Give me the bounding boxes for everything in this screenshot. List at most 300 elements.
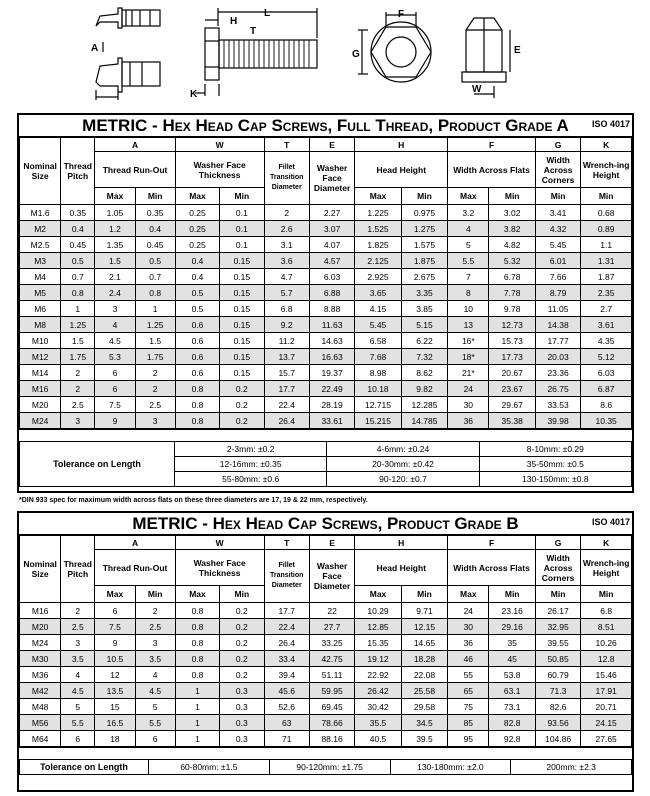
table-cell: 18 (95, 731, 135, 747)
table-cell: 0.8 (61, 285, 95, 301)
table-cell: 23.67 (489, 381, 535, 397)
table-cell: 26.4 (264, 635, 309, 651)
grade-b-table (19, 535, 632, 747)
table-cell: M42 (20, 683, 61, 699)
table-cell: 6.03 (581, 365, 632, 381)
table-cell: 15.7 (264, 365, 309, 381)
table-cell: 19.12 (355, 651, 401, 667)
table-cell: 0.15 (220, 317, 264, 333)
tolerance-cell: 2-3mm: ±0.2 (175, 442, 327, 457)
tolerance-cell: 12-16mm: ±0.35 (175, 457, 327, 472)
grade-b-title-bar (19, 513, 632, 535)
table-cell: 0.4 (61, 221, 95, 237)
table-cell: M48 (20, 699, 61, 715)
dim-w-label: W (472, 84, 482, 95)
table-cell: 17.77 (535, 333, 580, 349)
table-cell: 30 (448, 397, 489, 413)
max-label: Max (175, 586, 219, 603)
table-cell: 8.98 (355, 365, 401, 381)
table-cell: 63 (264, 715, 309, 731)
tolerance-cell: 8-10mm: ±0.29 (479, 442, 631, 457)
table-cell: 16.63 (309, 349, 354, 365)
table-cell: 3 (95, 301, 135, 317)
table-cell: 65 (448, 683, 489, 699)
table-cell: M4 (20, 269, 61, 285)
table-cell: 13.7 (264, 349, 309, 365)
table-cell: 26.75 (535, 381, 580, 397)
table-cell: 7.32 (401, 349, 447, 365)
table-cell: M3 (20, 253, 61, 269)
table-cell: 12.15 (401, 619, 447, 635)
table-cell: 4.07 (309, 237, 354, 253)
header-g-name: Width Across Corners (535, 550, 580, 586)
table-row (20, 619, 632, 635)
table-cell: 1.5 (135, 333, 175, 349)
table-cell: 8 (448, 285, 489, 301)
table-cell: 10 (448, 301, 489, 317)
table-cell: 0.5 (175, 285, 219, 301)
table-cell: 92.8 (489, 731, 535, 747)
table-cell: 29.16 (489, 619, 535, 635)
table-cell: 10.26 (581, 635, 632, 651)
min-label: Min (535, 586, 580, 603)
grade-b-title: METRIC - Hex Head Cap Screws, Product Grade B (132, 514, 519, 533)
table-cell: 5 (135, 699, 175, 715)
table-cell: 6.8 (264, 301, 309, 317)
header-t-name: Fillet Transition Diameter (264, 550, 309, 603)
table-cell: 35 (489, 635, 535, 651)
table-cell: 53.8 (489, 667, 535, 683)
table-cell: M24 (20, 413, 61, 429)
table-cell: 7.68 (355, 349, 401, 365)
table-cell: 16.5 (95, 715, 135, 731)
table-cell: 12.715 (355, 397, 401, 413)
table-cell: 20.71 (581, 699, 632, 715)
table-cell: 0.8 (175, 603, 219, 619)
header-thread-pitch: Thread Pitch (61, 138, 95, 205)
table-cell: 45.6 (264, 683, 309, 699)
min-label: Min (489, 188, 535, 205)
table-cell: 35.5 (355, 715, 401, 731)
table-cell: 0.3 (220, 699, 264, 715)
header-h-letter: H (355, 138, 448, 152)
table-cell: 5.15 (401, 317, 447, 333)
table-cell: 3 (61, 635, 95, 651)
dim-h-label: H (230, 16, 238, 27)
grade-a-section (17, 113, 634, 493)
table-cell: 0.8 (175, 413, 219, 429)
table-cell: 7.66 (535, 269, 580, 285)
table-cell: 9 (95, 635, 135, 651)
header-w-name: Washer Face Thickness (175, 152, 264, 188)
header-t-name: Fillet Transition Diameter (264, 152, 309, 205)
grade-b-gap (19, 747, 632, 759)
table-cell: 18* (448, 349, 489, 365)
table-cell: 95 (448, 731, 489, 747)
header-g-letter: G (535, 138, 580, 152)
table-row (20, 699, 632, 715)
table-cell: 5.7 (264, 285, 309, 301)
table-cell: 71.3 (535, 683, 580, 699)
header-w-letter: W (175, 536, 264, 550)
table-cell: 18.28 (401, 651, 447, 667)
table-cell: 0.4 (135, 221, 175, 237)
table-cell: 1.31 (581, 253, 632, 269)
table-cell: 20.03 (535, 349, 580, 365)
table-cell: 12.73 (489, 317, 535, 333)
table-cell: 4 (95, 317, 135, 333)
tolerance-label: Tolerance on Length (20, 442, 175, 487)
table-cell: 4 (448, 221, 489, 237)
table-cell: 4.7 (264, 269, 309, 285)
table-cell: 14.63 (309, 333, 354, 349)
table-cell: 10.35 (581, 413, 632, 429)
table-cell: 1.75 (61, 349, 95, 365)
table-row (20, 285, 632, 301)
table-cell: 1.275 (401, 221, 447, 237)
header-thread-pitch: Thread Pitch (61, 536, 95, 603)
table-cell: 0.2 (220, 667, 264, 683)
table-cell: 0.6 (175, 333, 219, 349)
table-row (20, 349, 632, 365)
table-cell: M20 (20, 397, 61, 413)
grade-b-iso: ISO 4017 (591, 517, 630, 527)
table-cell: 12.85 (355, 619, 401, 635)
table-cell: 5.5 (135, 715, 175, 731)
table-cell: 4.82 (489, 237, 535, 253)
header-e-letter: E (309, 138, 354, 152)
header-k-letter: K (581, 138, 632, 152)
table-cell: 11.05 (535, 301, 580, 317)
table-cell: 11.2 (264, 333, 309, 349)
header-k-name: Wrench-ing Height (581, 152, 632, 188)
table-cell: M12 (20, 349, 61, 365)
table-cell: 2.675 (401, 269, 447, 285)
table-cell: 0.7 (61, 269, 95, 285)
table-cell: 28.19 (309, 397, 354, 413)
table-cell: 29.67 (489, 397, 535, 413)
table-cell: 2.125 (355, 253, 401, 269)
table-cell: 4.32 (535, 221, 580, 237)
table-cell: 11.63 (309, 317, 354, 333)
table-cell: 25.58 (401, 683, 447, 699)
table-cell: 63.1 (489, 683, 535, 699)
table-cell: 2 (135, 365, 175, 381)
header-a-letter: A (95, 138, 175, 152)
header-t-letter: T (264, 138, 309, 152)
table-cell: 10.18 (355, 381, 401, 397)
table-row (20, 365, 632, 381)
table-cell: 46 (448, 651, 489, 667)
table-cell: 0.4 (175, 253, 219, 269)
grade-a-table (19, 137, 632, 429)
table-cell: 2 (135, 381, 175, 397)
tolerance-cell: 130-150mm: ±0.8 (479, 472, 631, 487)
table-cell: 39.4 (264, 667, 309, 683)
table-cell: 9.71 (401, 603, 447, 619)
table-cell: M6 (20, 301, 61, 317)
table-cell: 1.1 (581, 237, 632, 253)
table-cell: 6.8 (581, 603, 632, 619)
table-cell: 4.57 (309, 253, 354, 269)
table-cell: 22.92 (355, 667, 401, 683)
table-cell: 0.975 (401, 205, 447, 221)
min-label: Min (401, 586, 447, 603)
table-cell: 82.6 (535, 699, 580, 715)
table-cell: 3.41 (535, 205, 580, 221)
table-cell: 51.11 (309, 667, 354, 683)
table-cell: M20 (20, 619, 61, 635)
min-label: Min (535, 188, 580, 205)
table-cell: 2.27 (309, 205, 354, 221)
table-cell: 2 (61, 603, 95, 619)
max-label: Max (95, 586, 135, 603)
table-cell: 1.05 (95, 205, 135, 221)
table-cell: 0.2 (220, 413, 264, 429)
table-cell: 0.1 (220, 205, 264, 221)
table-cell: 0.8 (175, 619, 219, 635)
header-e-name: Washer Face Diameter (309, 152, 354, 205)
header-a-letter: A (95, 536, 175, 550)
table-cell: 39.98 (535, 413, 580, 429)
table-cell: 19.37 (309, 365, 354, 381)
hex-bolt-side-drawing (195, 8, 317, 96)
min-label: Min (220, 586, 264, 603)
header-k-letter: K (581, 536, 632, 550)
table-cell: 0.15 (220, 349, 264, 365)
flange-screw-drawing (96, 8, 160, 100)
table-cell: 6.87 (581, 381, 632, 397)
table-cell: 6 (95, 381, 135, 397)
table-cell: 52.6 (264, 699, 309, 715)
max-label: Max (355, 188, 401, 205)
table-cell: 6 (61, 731, 95, 747)
table-cell: 0.2 (220, 635, 264, 651)
grade-a-iso: ISO 4017 (591, 119, 630, 129)
header-a-name: Thread Run-Out (95, 550, 175, 586)
table-cell: 1.87 (581, 269, 632, 285)
table-cell: 3.2 (448, 205, 489, 221)
table-cell: 16* (448, 333, 489, 349)
table-cell: 0.6 (175, 365, 219, 381)
table-cell: 2.1 (95, 269, 135, 285)
table-cell: 26.42 (355, 683, 401, 699)
grade-a-tolerance (19, 441, 632, 487)
table-cell: 23.36 (535, 365, 580, 381)
table-cell: 0.45 (135, 237, 175, 253)
tolerance-cell: 60-80mm: ±1.5 (149, 760, 270, 775)
table-cell: 2.4 (95, 285, 135, 301)
table-cell: 0.15 (220, 253, 264, 269)
table-cell: 15 (95, 699, 135, 715)
table-cell: 42.75 (309, 651, 354, 667)
table-row (20, 715, 632, 731)
table-cell: 0.2 (220, 619, 264, 635)
table-cell: 15.73 (489, 333, 535, 349)
dim-a-label: A (91, 43, 99, 54)
header-nominal-size: Nominal Size (20, 536, 61, 603)
table-cell: M2 (20, 221, 61, 237)
table-cell: 3.07 (309, 221, 354, 237)
table-cell: M16 (20, 603, 61, 619)
header-k-name: Wrench-ing Height (581, 550, 632, 586)
table-cell: 82.8 (489, 715, 535, 731)
header-e-letter: E (309, 536, 354, 550)
table-cell: 1.75 (135, 349, 175, 365)
tolerance-cell: 35-50mm: ±0.5 (479, 457, 631, 472)
table-cell: 26.17 (535, 603, 580, 619)
table-cell: 3.6 (264, 253, 309, 269)
table-row (20, 667, 632, 683)
table-row (20, 253, 632, 269)
table-cell: 0.8 (175, 635, 219, 651)
table-cell: 2 (264, 205, 309, 221)
table-cell: 0.25 (175, 237, 219, 253)
table-cell: 5.45 (535, 237, 580, 253)
header-nominal-size: Nominal Size (20, 138, 61, 205)
table-cell: 75 (448, 699, 489, 715)
table-cell: 22.4 (264, 397, 309, 413)
table-cell: M2.5 (20, 237, 61, 253)
table-cell: 0.35 (135, 205, 175, 221)
table-cell: 27.65 (581, 731, 632, 747)
table-cell: 0.5 (135, 253, 175, 269)
table-cell: M56 (20, 715, 61, 731)
table-cell: 59.95 (309, 683, 354, 699)
table-cell: 6.03 (309, 269, 354, 285)
grade-b-rows (20, 603, 632, 747)
table-cell: 1.525 (355, 221, 401, 237)
table-cell: 0.45 (61, 237, 95, 253)
table-cell: 3.5 (135, 651, 175, 667)
table-cell: 0.15 (220, 269, 264, 285)
header-f-letter: F (448, 536, 536, 550)
table-cell: 9.2 (264, 317, 309, 333)
table-cell: 26.4 (264, 413, 309, 429)
table-row (20, 731, 632, 747)
table-cell: 0.15 (220, 285, 264, 301)
table-cell: 0.3 (220, 683, 264, 699)
table-cell: 40.5 (355, 731, 401, 747)
table-cell: 2.5 (61, 397, 95, 413)
table-cell: 9 (95, 413, 135, 429)
table-cell: 1 (61, 301, 95, 317)
table-cell: 27.7 (309, 619, 354, 635)
table-cell: 5.3 (95, 349, 135, 365)
table-cell: 0.8 (135, 285, 175, 301)
table-cell: 22.4 (264, 619, 309, 635)
table-cell: 36 (448, 413, 489, 429)
max-label: Max (95, 188, 135, 205)
table-cell: 4.15 (355, 301, 401, 317)
table-cell: 3.61 (581, 317, 632, 333)
tolerance-cell: 200mm: ±2.3 (511, 760, 632, 775)
header-g-letter: G (535, 536, 580, 550)
header-h-name: Head Height (355, 550, 448, 586)
tolerance-cell: 90-120mm: ±1.75 (269, 760, 390, 775)
screw-diagrams (0, 0, 650, 112)
table-cell: M16 (20, 381, 61, 397)
table-cell: 9.82 (401, 381, 447, 397)
header-f-name: Width Across Flats (448, 152, 536, 188)
table-cell: 14.65 (401, 635, 447, 651)
table-cell: 17.91 (581, 683, 632, 699)
table-cell: 1 (175, 715, 219, 731)
table-cell: 0.4 (175, 269, 219, 285)
header-w-name: Washer Face Thickness (175, 550, 264, 586)
table-cell: 0.8 (175, 667, 219, 683)
table-row (20, 413, 632, 429)
table-cell: 0.3 (220, 715, 264, 731)
table-cell: 2.6 (264, 221, 309, 237)
table-cell: 34.5 (401, 715, 447, 731)
table-cell: 4.35 (581, 333, 632, 349)
table-cell: 2.5 (61, 619, 95, 635)
table-cell: 1.825 (355, 237, 401, 253)
table-cell: 0.25 (175, 205, 219, 221)
table-cell: 24 (448, 603, 489, 619)
table-row (20, 635, 632, 651)
table-cell: 5.32 (489, 253, 535, 269)
table-cell: 17.7 (264, 381, 309, 397)
table-cell: 2.925 (355, 269, 401, 285)
table-cell: 3.5 (61, 651, 95, 667)
table-cell: 4.5 (61, 683, 95, 699)
table-cell: 24 (448, 381, 489, 397)
table-cell: 30.42 (355, 699, 401, 715)
tolerance-cell: 4-6mm: ±0.24 (327, 442, 479, 457)
dim-g-label: G (352, 49, 360, 60)
table-cell: 33.25 (309, 635, 354, 651)
header-g-name: Width Across Corners (535, 152, 580, 188)
table-cell: M14 (20, 365, 61, 381)
table-cell: 0.3 (220, 731, 264, 747)
table-cell: 17.7 (264, 603, 309, 619)
tolerance-cell: 130-180mm: ±2.0 (390, 760, 511, 775)
table-cell: 3.85 (401, 301, 447, 317)
table-cell: 0.2 (220, 651, 264, 667)
table-cell: M8 (20, 317, 61, 333)
table-cell: M24 (20, 635, 61, 651)
dim-f-label: F (398, 9, 405, 20)
table-cell: 0.6 (175, 317, 219, 333)
min-label: Min (489, 586, 535, 603)
table-cell: 0.2 (220, 603, 264, 619)
min-label: Min (581, 188, 632, 205)
table-cell: 73.1 (489, 699, 535, 715)
table-cell: 55 (448, 667, 489, 683)
table-cell: 13 (448, 317, 489, 333)
table-cell: 4.5 (95, 333, 135, 349)
table-cell: 0.89 (581, 221, 632, 237)
table-cell: 8.88 (309, 301, 354, 317)
table-cell: 3.82 (489, 221, 535, 237)
header-w-letter: W (175, 138, 264, 152)
table-cell: 7 (448, 269, 489, 285)
table-cell: 29.58 (401, 699, 447, 715)
grade-b-tolerance (19, 759, 632, 775)
table-cell: 2 (61, 365, 95, 381)
table-row (20, 301, 632, 317)
table-cell: 32.95 (535, 619, 580, 635)
table-cell: 4 (61, 667, 95, 683)
header-a-name: Thread Run-Out (95, 152, 175, 188)
table-cell: M30 (20, 651, 61, 667)
max-label: Max (448, 188, 489, 205)
table-cell: 6.78 (489, 269, 535, 285)
max-label: Max (175, 188, 219, 205)
table-cell: 4.5 (135, 683, 175, 699)
